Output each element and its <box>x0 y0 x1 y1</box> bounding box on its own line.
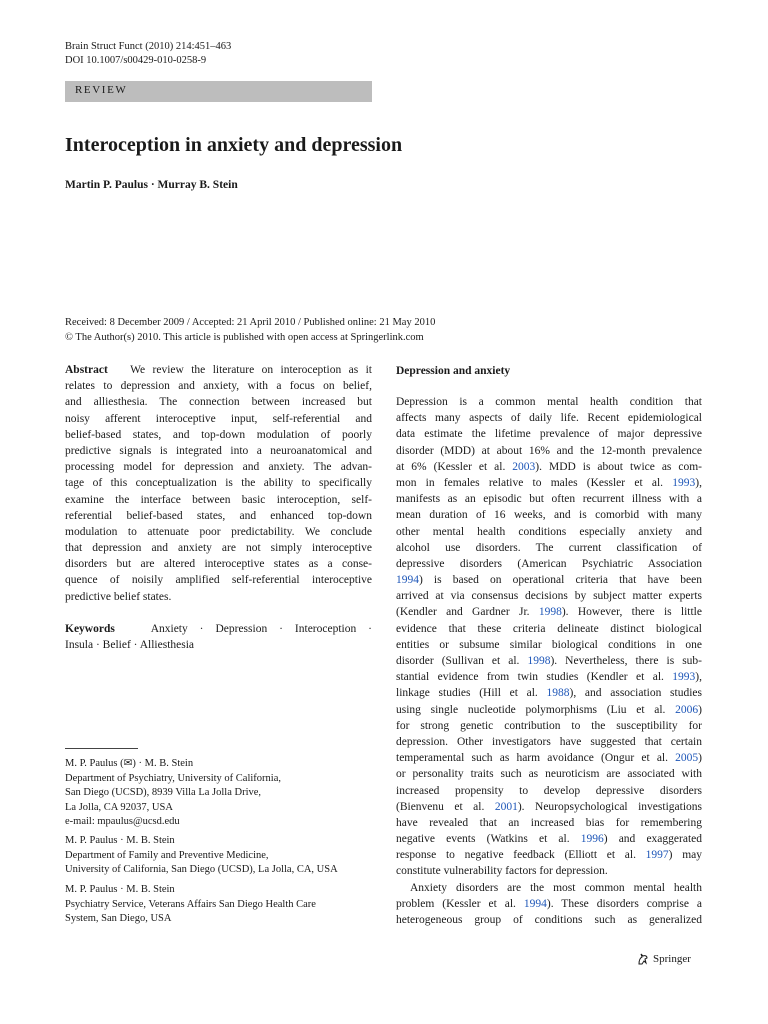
abstract <box>65 362 372 605</box>
body-line: using single nucleotide polymorphisms (Liu et al. 2006) <box>396 703 702 716</box>
citation-link[interactable]: 2003 <box>512 460 536 473</box>
copyright-line: © The Author(s) 2010. This article is published with open access at Springerlink.com <box>65 332 424 343</box>
abstract-line: predictive signals is integrated into a neuroanatomical and <box>65 444 372 457</box>
citation-link[interactable]: 1997 <box>645 849 669 862</box>
abstract-line: belief-based states, and top-down modulation of poorly <box>65 428 372 441</box>
abstract-line: predictive belief states. <box>65 590 172 603</box>
body-line: temperamental such as harm avoidance (Ongur et al. 2005) <box>396 752 702 765</box>
abstract-line: referential belief-based states, and enhanced top-down <box>65 509 372 522</box>
citation-link[interactable]: 1994 <box>523 898 547 911</box>
abstract-line: that depression and anxiety are not simply interoceptive <box>65 542 372 555</box>
body-line: or personality traits such as neuroticism are associated with <box>396 768 702 781</box>
affiliation-line: M. P. Paulus · M. B. Stein <box>65 835 175 846</box>
article-type-label: REVIEW <box>75 84 128 96</box>
article-type-band <box>65 81 372 102</box>
affiliation-line: Department of Psychiatry, University of California, <box>65 772 281 784</box>
citation-link[interactable]: 2006 <box>675 703 699 716</box>
body-line: affects many aspects of daily life. Recent epidemiological <box>396 412 702 425</box>
keywords-line-2: Insula · Belief · Alliesthesia <box>65 639 195 652</box>
body-line: mean duration of 16 weeks, and is comorbid with many <box>396 509 702 522</box>
article-title: Interoception in anxiety and depression <box>65 134 403 156</box>
body-line: negative events (Watkins et al. 1996) and exaggerated <box>396 833 702 846</box>
body-line: problem (Kessler et al. 1994). These disorders comprise a <box>396 898 702 911</box>
doi: DOI 10.1007/s00429-010-0258-9 <box>65 55 207 66</box>
body-line: arrived at via consensus decisions by subject matter experts <box>396 590 702 603</box>
body-line: other mental health conditions especially anxiety and <box>396 525 702 538</box>
affiliation-block <box>65 834 338 878</box>
body-line: for strong genetic contribution to the susceptibility for <box>396 719 702 732</box>
affiliation-line: e-mail: mpaulus@ucsd.edu <box>65 816 180 827</box>
article-history <box>65 315 435 345</box>
abstract-line: Abstract We review the literature on interoception as it <box>65 364 372 376</box>
abstract-line: tage of this conceptualization is the ability to specifically <box>65 477 372 490</box>
affiliation-line: Psychiatry Service, Veterans Affairs San Diego Health Care <box>65 898 316 910</box>
body-line: response to negative feedback (Elliott et al. 1997) may <box>396 849 702 862</box>
abstract-line: disorders but are altered interoceptive states as a conse- <box>65 558 372 571</box>
body-paragraph <box>396 880 702 929</box>
keywords <box>65 621 372 653</box>
affiliation-line: San Diego (UCSD), 8939 Villa La Jolla Drive, <box>65 787 262 798</box>
abstract-line: and alliesthesia. The connection between increased but <box>65 396 372 409</box>
abstract-line: modulation to attenuate poor predictability. We conclude <box>65 525 372 538</box>
affiliation-block <box>65 883 316 927</box>
citation-link[interactable]: 2005 <box>675 752 699 765</box>
body-line: evidence that these criteria delineate distinct biological <box>396 622 702 635</box>
citation-link[interactable]: 1996 <box>580 833 604 846</box>
footnote-divider <box>65 748 138 749</box>
body-line: stantial evidence from twin studies (Kendler et al. 1993), <box>396 671 702 684</box>
body-paragraph <box>396 394 702 880</box>
citation-link[interactable]: 1998 <box>527 655 551 667</box>
body-line: increased propensity to develop depressive disorders <box>396 784 702 797</box>
body-line: heterogeneous group of conditions such as generalized <box>396 914 702 927</box>
citation-link[interactable]: 2001 <box>494 800 518 813</box>
body-line: disorder (Sullivan et al. 1998). Nevertheless, there is sub- <box>396 655 702 667</box>
body-line: alcohol use disorders. The current classification of <box>396 541 702 554</box>
body-line: Anxiety disorders are the most common mental health <box>410 882 702 894</box>
author-list: Martin P. Paulus · Murray B. Stein <box>65 179 238 191</box>
journal-citation: Brain Struct Funct (2010) 214:451–463 <box>65 41 232 52</box>
body-line: (Bienvenu et al. 2001). Neuropsychological investigations <box>396 800 702 813</box>
body-line: Depression is a common mental health condition that <box>396 396 702 408</box>
abstract-line: relates to depression and anxiety, with a focus on belief, <box>65 380 372 393</box>
body-line: data estimate the lifetime prevalence of major depressive <box>396 428 702 441</box>
publisher-name: Springer <box>653 953 691 965</box>
affiliation-line: University of California, San Diego (UCSD), La Jolla, CA, USA <box>65 864 338 875</box>
citation-link[interactable]: 1998 <box>538 606 562 619</box>
abstract-line: noisy afferent interoceptive input, self-referential and <box>65 412 372 425</box>
body-line: depressive disorders (American Psychiatric Association <box>396 557 702 570</box>
keywords-heading: Keywords <box>65 623 115 635</box>
section-heading: Depression and anxiety <box>396 365 511 377</box>
affiliation-line: M. P. Paulus (✉) · M. B. Stein <box>65 758 194 769</box>
abstract-line: processing model for depression and anxiety. The advan- <box>65 461 372 474</box>
body-line: mon in females relative to males (Kessler et al. 1993), <box>396 476 702 489</box>
citation-link[interactable]: 1988 <box>546 687 570 700</box>
affiliation-line: M. P. Paulus · M. B. Stein <box>65 884 175 895</box>
keywords-line-1: Anxiety · Depression · Interoception · <box>150 623 372 635</box>
body-line: linkage studies (Hill et al. 1988), and association studies <box>396 687 702 700</box>
springer-horse-icon <box>636 952 650 966</box>
citation-link[interactable]: 1994 <box>396 574 419 587</box>
affiliation-line: La Jolla, CA 92037, USA <box>65 801 173 813</box>
publisher-logo <box>636 952 691 966</box>
affiliation-line: System, San Diego, USA <box>65 913 172 924</box>
affiliation-line: Department of Family and Preventive Medicine, <box>65 849 269 861</box>
citation-link[interactable]: 1993 <box>672 476 696 489</box>
body-line: at 6% (Kessler et al. 2003). MDD is about twice as com- <box>396 460 702 473</box>
affiliation-block <box>65 757 281 830</box>
abstract-line: quence of noisily amplified self-referential interoceptive <box>65 574 372 587</box>
citation-link[interactable]: 1993 <box>672 671 696 684</box>
history-dates: Received: 8 December 2009 / Accepted: 21 April 2010 / Published online: 21 May 2010 <box>65 317 436 328</box>
body-line: entities or subsume similar biological conditions in one <box>396 638 702 651</box>
body-line: constitute vulnerability factors for depression. <box>396 865 608 878</box>
body-line: (Kendler and Gardner Jr. 1998). However, there is little <box>396 606 702 619</box>
abstract-heading: Abstract <box>65 364 108 376</box>
body-line: manifests as an episodic but often recurrent illness with a <box>396 493 702 506</box>
body-line: disorder (MDD) at about 16% and the 12-month prevalence <box>396 444 702 457</box>
body-line: 1994) is based on operational criteria that have been <box>396 574 702 587</box>
body-line: depression. Other investigators have suggested that certain <box>396 735 702 748</box>
abstract-line: examine the interface between basic interoception, self- <box>65 493 372 506</box>
body-line: have revealed that an increased bias for remembering <box>396 816 702 829</box>
